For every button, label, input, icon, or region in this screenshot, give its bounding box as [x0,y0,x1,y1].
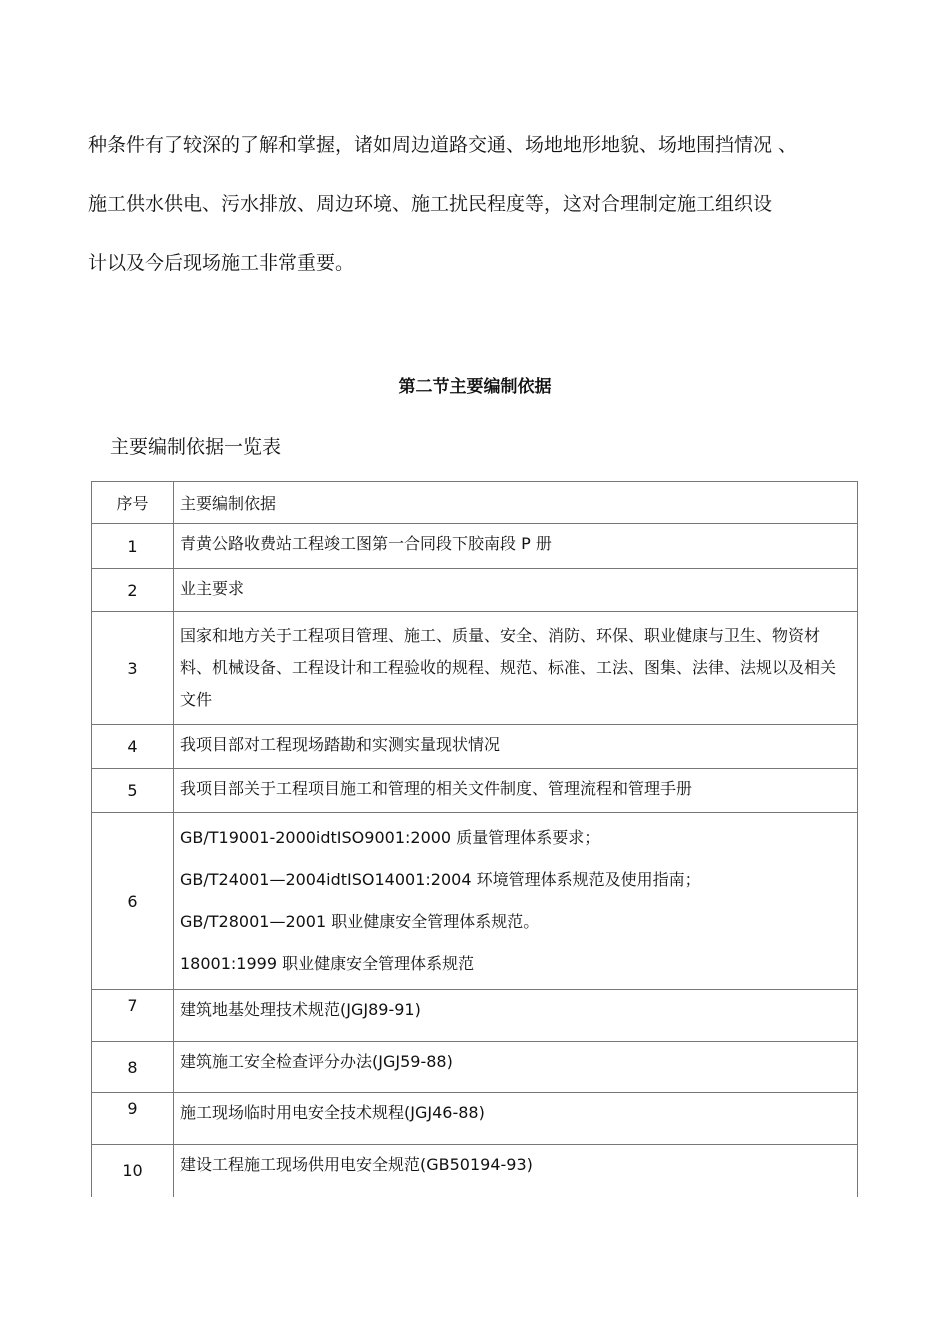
section-title: 第二节主要编制依据 [398,377,552,397]
row-text: 建筑地基处理技术规范(JGJ89-91) [174,990,858,1042]
row-no: 3 [92,612,174,725]
standard-line: GB/T28001—2001 职业健康安全管理体系规范。 [180,912,540,931]
row-no: 6 [92,813,174,990]
row-text: 建设工程施工现场供用电安全规范(GB50194-93) [174,1145,858,1197]
table-row [92,524,858,569]
basis-table [91,481,858,1197]
standard-line: 18001:1999 职业健康安全管理体系规范 [180,954,475,973]
table-row [92,990,858,1042]
table-row [92,612,858,725]
header-no: 序号 [92,482,174,524]
intro-line: 施工供水供电、污水排放、周边环境、施工扰民程度等，这对合理制定施工组织设 [88,193,773,215]
row-no: 1 [92,524,174,569]
row-text: 施工现场临时用电安全技术规程(JGJ46-88) [174,1093,858,1145]
row-no: 10 [92,1145,174,1197]
table-row [92,813,858,990]
standard-line: GB/T19001-2000idtISO9001:2000 质量管理体系要求； [180,828,601,847]
row-text: 国家和地方关于工程项目管理、施工、质量、安全、消防、环保、职业健康与卫生、物资材料、机械设备、工程设计和工程验收的规程、规范、标准、工法、图集、法律、法规以及相关文件 [174,612,858,725]
table-row [92,1093,858,1145]
table-row [92,725,858,769]
row-text: 业主要求 [174,569,858,612]
row-text: 建筑施工安全检查评分办法(JGJ59-88) [174,1042,858,1093]
row-text: 我项目部关于工程项目施工和管理的相关文件制度、管理流程和管理手册 [174,769,858,813]
standard-line: GB/T24001—2004idtISO14001:2004 环境管理体系规范及使用指南； [180,870,701,889]
row-no: 4 [92,725,174,769]
table-header-row [92,482,858,524]
row-no: 8 [92,1042,174,1093]
row-standards [174,813,858,990]
row-no: 7 [92,990,174,1042]
table-row [92,1042,858,1093]
table-row [92,1145,858,1197]
table-row [92,569,858,612]
table-row [92,769,858,813]
table-caption: 主要编制依据一览表 [110,436,282,458]
intro-line: 种条件有了较深的了解和掌握，诸如周边道路交通、场地地形地貌、场地围挡情况 、 [88,134,798,156]
header-basis: 主要编制依据 [174,482,858,524]
intro-paragraph [88,116,888,293]
row-no: 2 [92,569,174,612]
row-no: 5 [92,769,174,813]
row-text: 我项目部对工程现场踏勘和实测实量现状情况 [174,725,858,769]
intro-line: 计以及今后现场施工非常重要。 [88,252,355,274]
row-text: 青黄公路收费站工程竣工图第一合同段下胶南段 P 册 [174,524,858,569]
row-no: 9 [92,1093,174,1145]
